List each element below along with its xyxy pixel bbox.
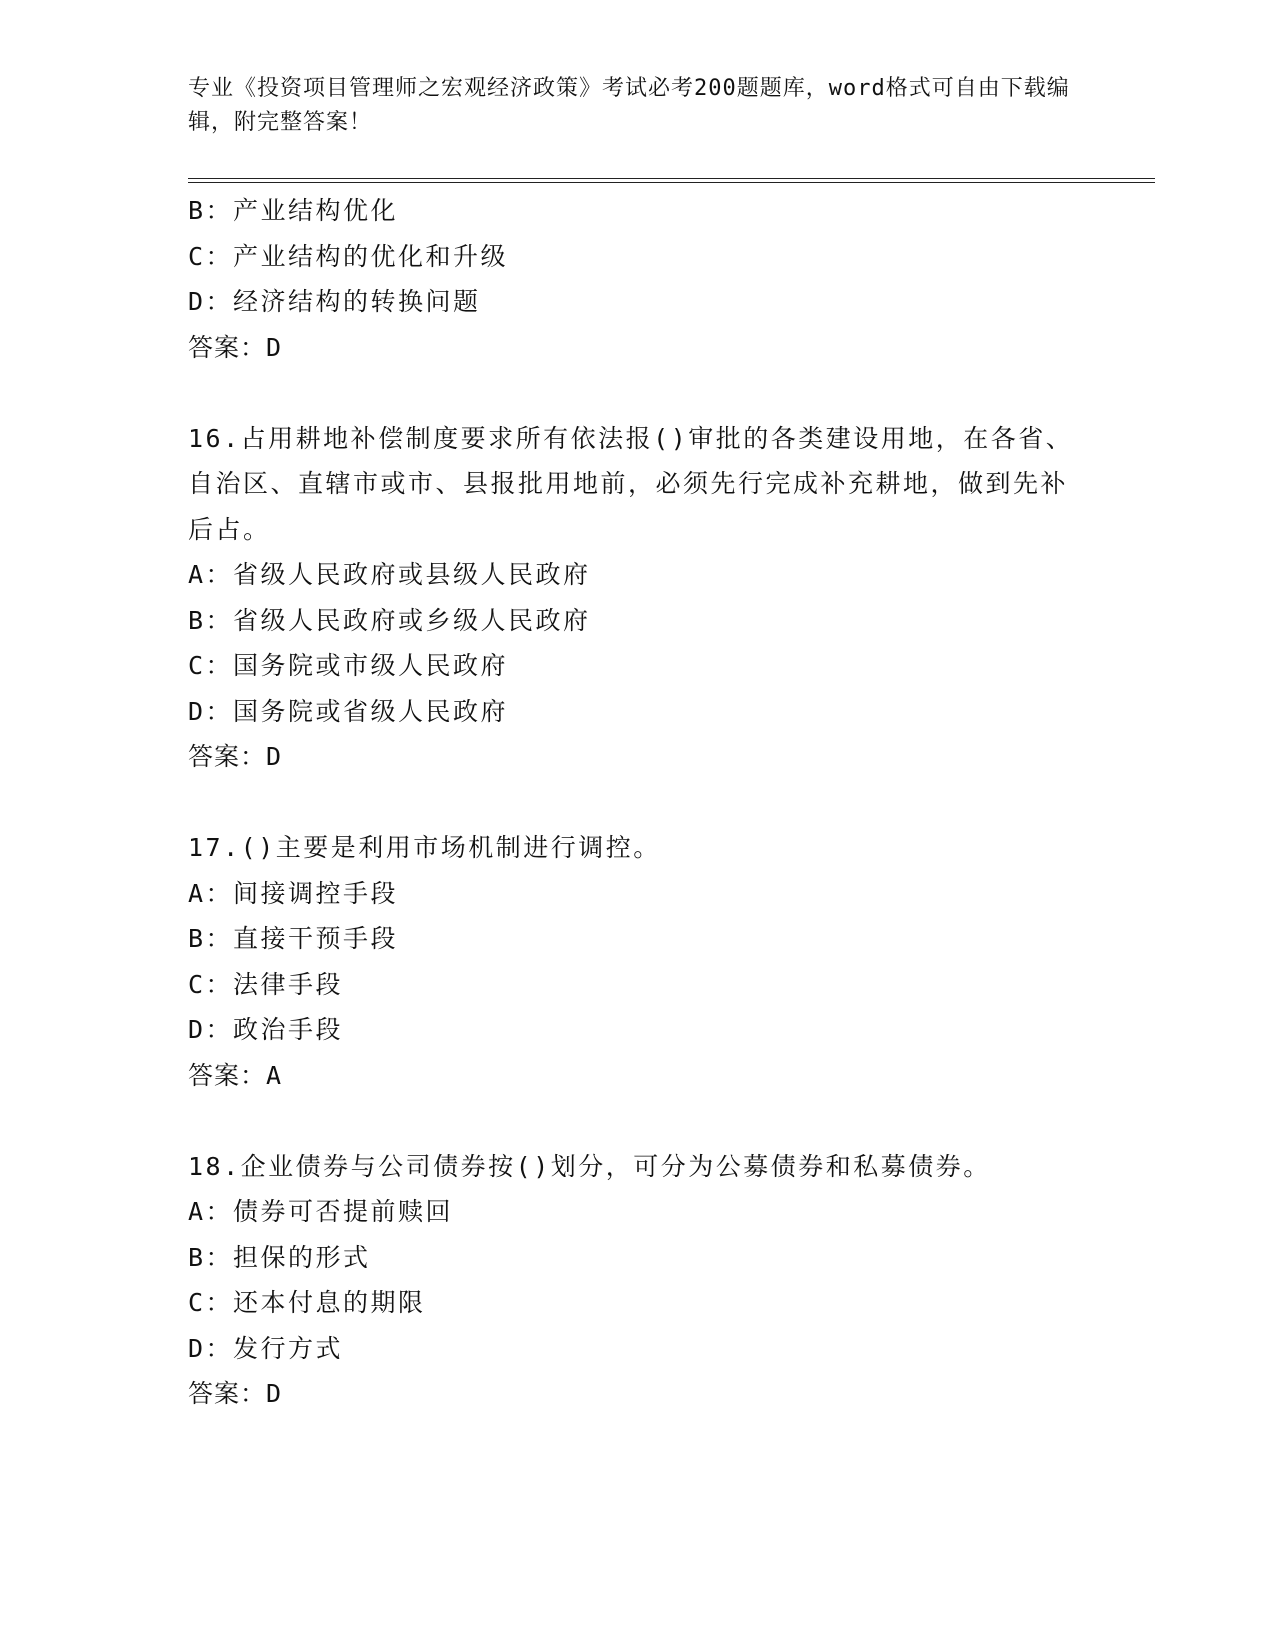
option-b: B：直接干预手段: [188, 924, 399, 953]
question-stem: 18.企业债券与公司债券按()划分，可分为公募债券和私募债券。: [188, 1151, 991, 1181]
option-a: A：债券可否提前赎回: [188, 1197, 454, 1226]
option-a: A：间接调控手段: [188, 878, 399, 908]
answer: 答案：A: [188, 1060, 283, 1090]
question-stem: 16.占用耕地补偿制度要求所有依法报()审批的各类建设用地，在各省、自治区、直辖市或市、县报批用地前，必须先行完成补充耕地，做到先补后占。: [188, 423, 1074, 544]
option-b: B：担保的形式: [188, 1242, 371, 1272]
answer: 答案：D: [188, 742, 283, 771]
header-rule-top: [188, 178, 1155, 179]
option-a: A：省级人民政府或县级人民政府: [188, 560, 591, 589]
option-b: B：产业结构优化: [188, 196, 399, 225]
question-16: [188, 416, 1088, 780]
answer: 答案：D: [188, 332, 283, 362]
document-body: [188, 188, 1088, 1417]
document-header: 专业《投资项目管理师之宏观经济政策》考试必考200题题库，word格式可自由下载编辑，附完整答案！: [188, 76, 1070, 135]
option-c: C：法律手段: [188, 969, 344, 999]
question-stem: 17.()主要是利用市场机制进行调控。: [188, 833, 661, 862]
option-d: D：国务院或省级人民政府: [188, 696, 509, 726]
question-18: [188, 1144, 1088, 1417]
option-c: C：还本付息的期限: [188, 1288, 426, 1317]
option-d: D：经济结构的转换问题: [188, 287, 481, 316]
question-17: [188, 825, 1088, 1098]
option-d: D：政治手段: [188, 1015, 344, 1044]
header-rule-bottom: [188, 182, 1155, 183]
answer: 答案：D: [188, 1379, 283, 1408]
question-15-partial: [188, 188, 1088, 370]
option-d: D：发行方式: [188, 1333, 344, 1363]
option-c: C：产业结构的优化和升级: [188, 241, 509, 271]
option-c: C：国务院或市级人民政府: [188, 651, 509, 680]
option-b: B：省级人民政府或乡级人民政府: [188, 605, 591, 635]
